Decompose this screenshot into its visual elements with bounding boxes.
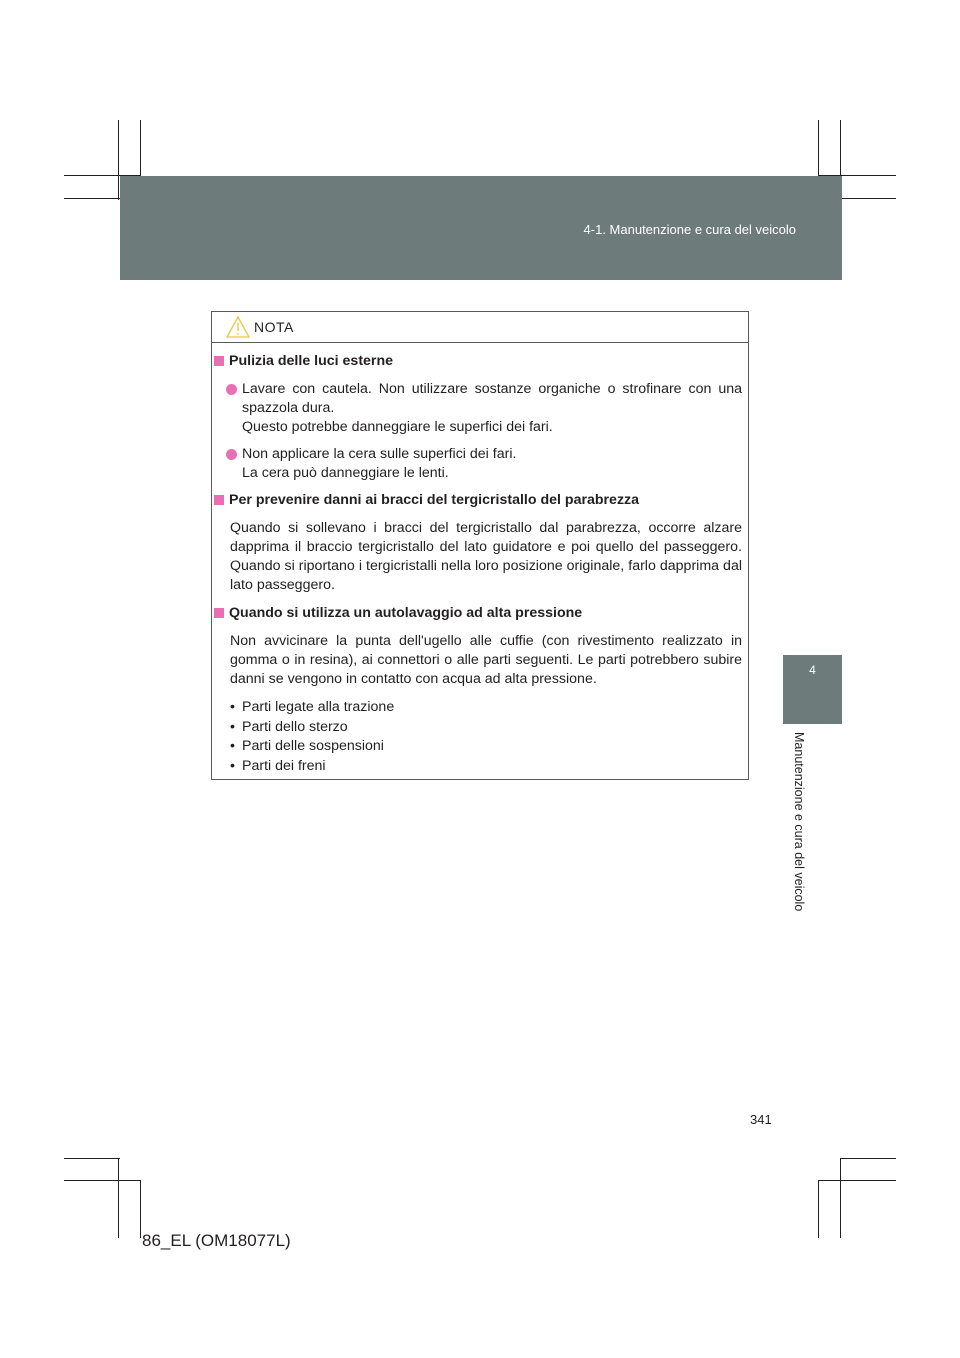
parts-list xyxy=(212,698,742,776)
list-item: • Parti dello sterzo xyxy=(230,718,742,738)
crop-mark xyxy=(840,1158,896,1159)
crop-mark xyxy=(140,1180,141,1238)
notice-body xyxy=(212,343,748,776)
square-bullet-icon xyxy=(214,608,224,618)
crop-mark xyxy=(840,198,896,199)
list-item: • Parti dei freni xyxy=(230,757,742,777)
header-title: 4-1. Manutenzione e cura del veicolo xyxy=(583,222,796,237)
chapter-tab xyxy=(783,655,842,724)
round-bullet-icon xyxy=(226,384,237,395)
crop-mark xyxy=(118,120,119,200)
square-bullet-icon xyxy=(214,495,224,505)
list-item: • Parti delle sospensioni xyxy=(230,737,742,757)
crop-mark xyxy=(818,1180,896,1181)
page-number: 341 xyxy=(750,1112,772,1127)
crop-mark xyxy=(840,1158,841,1238)
notice-box xyxy=(211,311,749,780)
document-code: 86_EL (OM18077L) xyxy=(142,1231,291,1250)
notice-header xyxy=(212,312,748,343)
crop-mark xyxy=(64,198,120,199)
list-item: Lavare con cautela. Non utilizzare sostanze organiche o strofinare con una spazzola dura. Questo potrebbe danneggiare le superfici dei fari. xyxy=(212,380,742,437)
chapter-label: Manutenzione e cura del veicolo xyxy=(792,732,806,912)
section-heading: Pulizia delle luci esterne xyxy=(212,352,742,371)
square-bullet-icon xyxy=(214,356,224,366)
section-paragraph: Quando si sollevano i bracci del tergicristallo dal parabrezza, occorre alzare dapprima il braccio tergicristallo del lato guidatore e poi quello del passeggero. Quando si riportano i tergicristalli nella loro posizione originale, farlo dapprima dal lato passeggero. xyxy=(230,520,742,593)
chapter-number: 4 xyxy=(809,663,816,677)
crop-mark xyxy=(818,1180,819,1238)
chapter-header xyxy=(120,176,842,280)
section-heading: Quando si utilizza un autolavaggio ad alta pressione xyxy=(212,604,742,623)
list-item: • Parti legate alla trazione xyxy=(230,698,742,718)
crop-mark xyxy=(64,1158,120,1159)
crop-mark xyxy=(118,1158,119,1238)
section-paragraph: Non avvicinare la punta dell'ugello alle cuffie (con rivestimento realizzato in gomma o in resina), ai connettori o alle parti seguenti. Le parti potrebbero subire danni se vengono in contatto con acqua ad alta pressione. xyxy=(230,633,742,687)
section-heading: Per prevenire danni ai bracci del tergicristallo del parabrezza xyxy=(212,491,742,510)
warning-triangle-icon xyxy=(226,316,250,338)
list-item: Non applicare la cera sulle superfici dei fari. La cera può danneggiare le lenti. xyxy=(212,445,742,483)
crop-mark xyxy=(64,1180,140,1181)
notice-title: NOTA xyxy=(254,319,294,335)
round-bullet-icon xyxy=(226,449,237,460)
